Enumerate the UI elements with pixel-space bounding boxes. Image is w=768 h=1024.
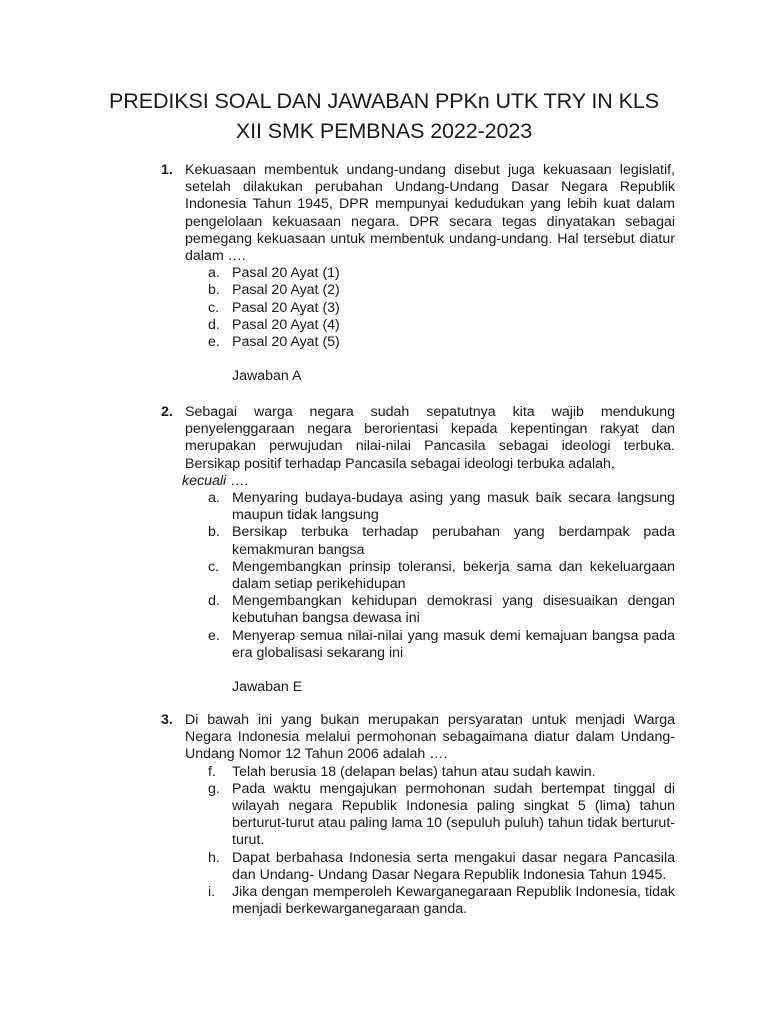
option-letter: h.: [208, 849, 220, 866]
question-text: Di bawah ini yang bukan merupakan persyaratan untuk menjadi Warga Negara Indonesia melalui permohonan sebagaimana diatur dalam Undang-Undang Nomor 12 Tahun 2006 adalah ….: [185, 712, 675, 763]
answer-options: [161, 265, 675, 351]
option-g: [208, 781, 675, 850]
option-a: [208, 490, 675, 524]
option-text: Bersikap terbuka terhadap perubahan yang berdampak pada kemakmuran bangsa: [232, 524, 675, 558]
option-e: [208, 628, 675, 662]
option-f: [208, 764, 675, 781]
option-text: Pada waktu mengajukan permohonan sudah bertempat tinggal di wilayah negara Republik Indonesia paling singkat 5 (lima) tahun berturut-turut atau paling lama 10 (sepuluh puluh) tahun tidak berturut-turut.: [232, 780, 675, 849]
title-line-2: XII SMK PEMBNAS 2022-2023: [235, 119, 533, 143]
question-text: Sebagai warga negara sudah sepatutnya kita wajib mendukung penyelenggaraan negara berorientasi kepada kepentingan rakyat dan merupakan perwujudan nilai-nilai Pancasila sebagai ideologi terbuka. Bersikap positif terhadap Pancasila sebagai ideologi terbuka adalah,: [185, 404, 675, 472]
option-i: [208, 884, 675, 918]
option-c: [208, 300, 675, 317]
option-text: Mengembangkan prinsip toleransi, bekerja sama dan kekeluargaan dalam setiap perikehidupan: [232, 558, 675, 593]
answer-options: [161, 764, 675, 919]
option-text: Menyerap semua nilai-nilai yang masuk demi kemajuan bangsa pada era globalisasi sekarang ini: [232, 627, 675, 661]
question-3: [161, 712, 675, 918]
option-letter: c.: [208, 299, 220, 316]
option-text: Jika dengan memperoleh Kewarganegaraan Republik Indonesia, tidak menjadi berkewarganegaraan ganda.: [232, 884, 675, 918]
option-letter: e.: [208, 627, 220, 644]
question-number: 3.: [161, 712, 173, 728]
option-text: Pasal 20 Ayat (3): [232, 299, 340, 316]
option-b: [208, 282, 675, 299]
option-letter: e.: [208, 334, 220, 351]
answer-key: Jawaban A: [232, 368, 302, 385]
option-text: Telah berusia 18 (delapan belas) tahun atau sudah kawin.: [232, 763, 596, 780]
option-letter: a.: [208, 490, 220, 507]
question-text-tail: [182, 473, 675, 490]
option-text: Menyaring budaya-budaya asing yang masuk baik secara langsung maupun tidak langsung: [232, 490, 675, 524]
document-title: [80, 86, 688, 146]
option-text: Pasal 20 Ayat (4): [232, 316, 340, 333]
question-number: 2.: [161, 404, 173, 420]
option-letter: b.: [208, 524, 220, 541]
option-d: [208, 593, 675, 627]
option-letter: i.: [208, 884, 216, 901]
question-number: 1.: [161, 162, 173, 178]
question-2: [161, 404, 675, 696]
option-letter: c.: [208, 558, 220, 575]
option-letter: a.: [208, 265, 220, 282]
question-text-ellipsis: ….: [226, 472, 249, 489]
option-c: [208, 559, 675, 593]
question-text: Kekuasaan membentuk undang-undang disebut juga kekuasaan legislatif, setelah dilakukan perubahan Undang-Undang Dasar Negara Republik Indonesia Tahun 1945, DPR mempunyai kedudukan yang lebih kuat dalam pengelolaan kekuasaan negara. DPR secara tegas dinyatakan sebagai pemegang kekuasaan untuk membentuk undang-undang. Hal tersebut diatur dalam ….: [185, 162, 675, 265]
option-letter: f.: [208, 763, 216, 780]
option-text: Pasal 20 Ayat (1): [232, 265, 340, 282]
option-text: Pasal 20 Ayat (2): [232, 282, 340, 299]
question-1: [161, 162, 675, 385]
option-letter: g.: [208, 780, 220, 797]
answer-options: [161, 490, 675, 662]
option-text: Pasal 20 Ayat (5): [232, 334, 340, 351]
option-e: [208, 334, 675, 351]
option-d: [208, 317, 675, 334]
option-letter: d.: [208, 593, 220, 610]
option-letter: d.: [208, 316, 220, 333]
question-text-block: [182, 404, 675, 490]
option-h: [208, 850, 675, 884]
answer-key: Jawaban E: [232, 679, 303, 696]
option-text: Mengembangkan kehidupan demokrasi yang disesuaikan dengan kebutuhan bangsa dewasa ini: [232, 593, 675, 627]
option-text: Dapat berbahasa Indonesia serta mengakui dasar negara Pancasila dan Undang- Undang Dasar Negara Republik Indonesia Tahun 1945.: [232, 849, 675, 883]
title-line-1: PREDIKSI SOAL DAN JAWABAN PPKn UTK TRY IN KLS: [109, 89, 659, 113]
emphasis-word: kecuali: [182, 472, 227, 489]
option-b: [208, 524, 675, 558]
option-a: [208, 265, 675, 282]
option-letter: b.: [208, 282, 220, 299]
